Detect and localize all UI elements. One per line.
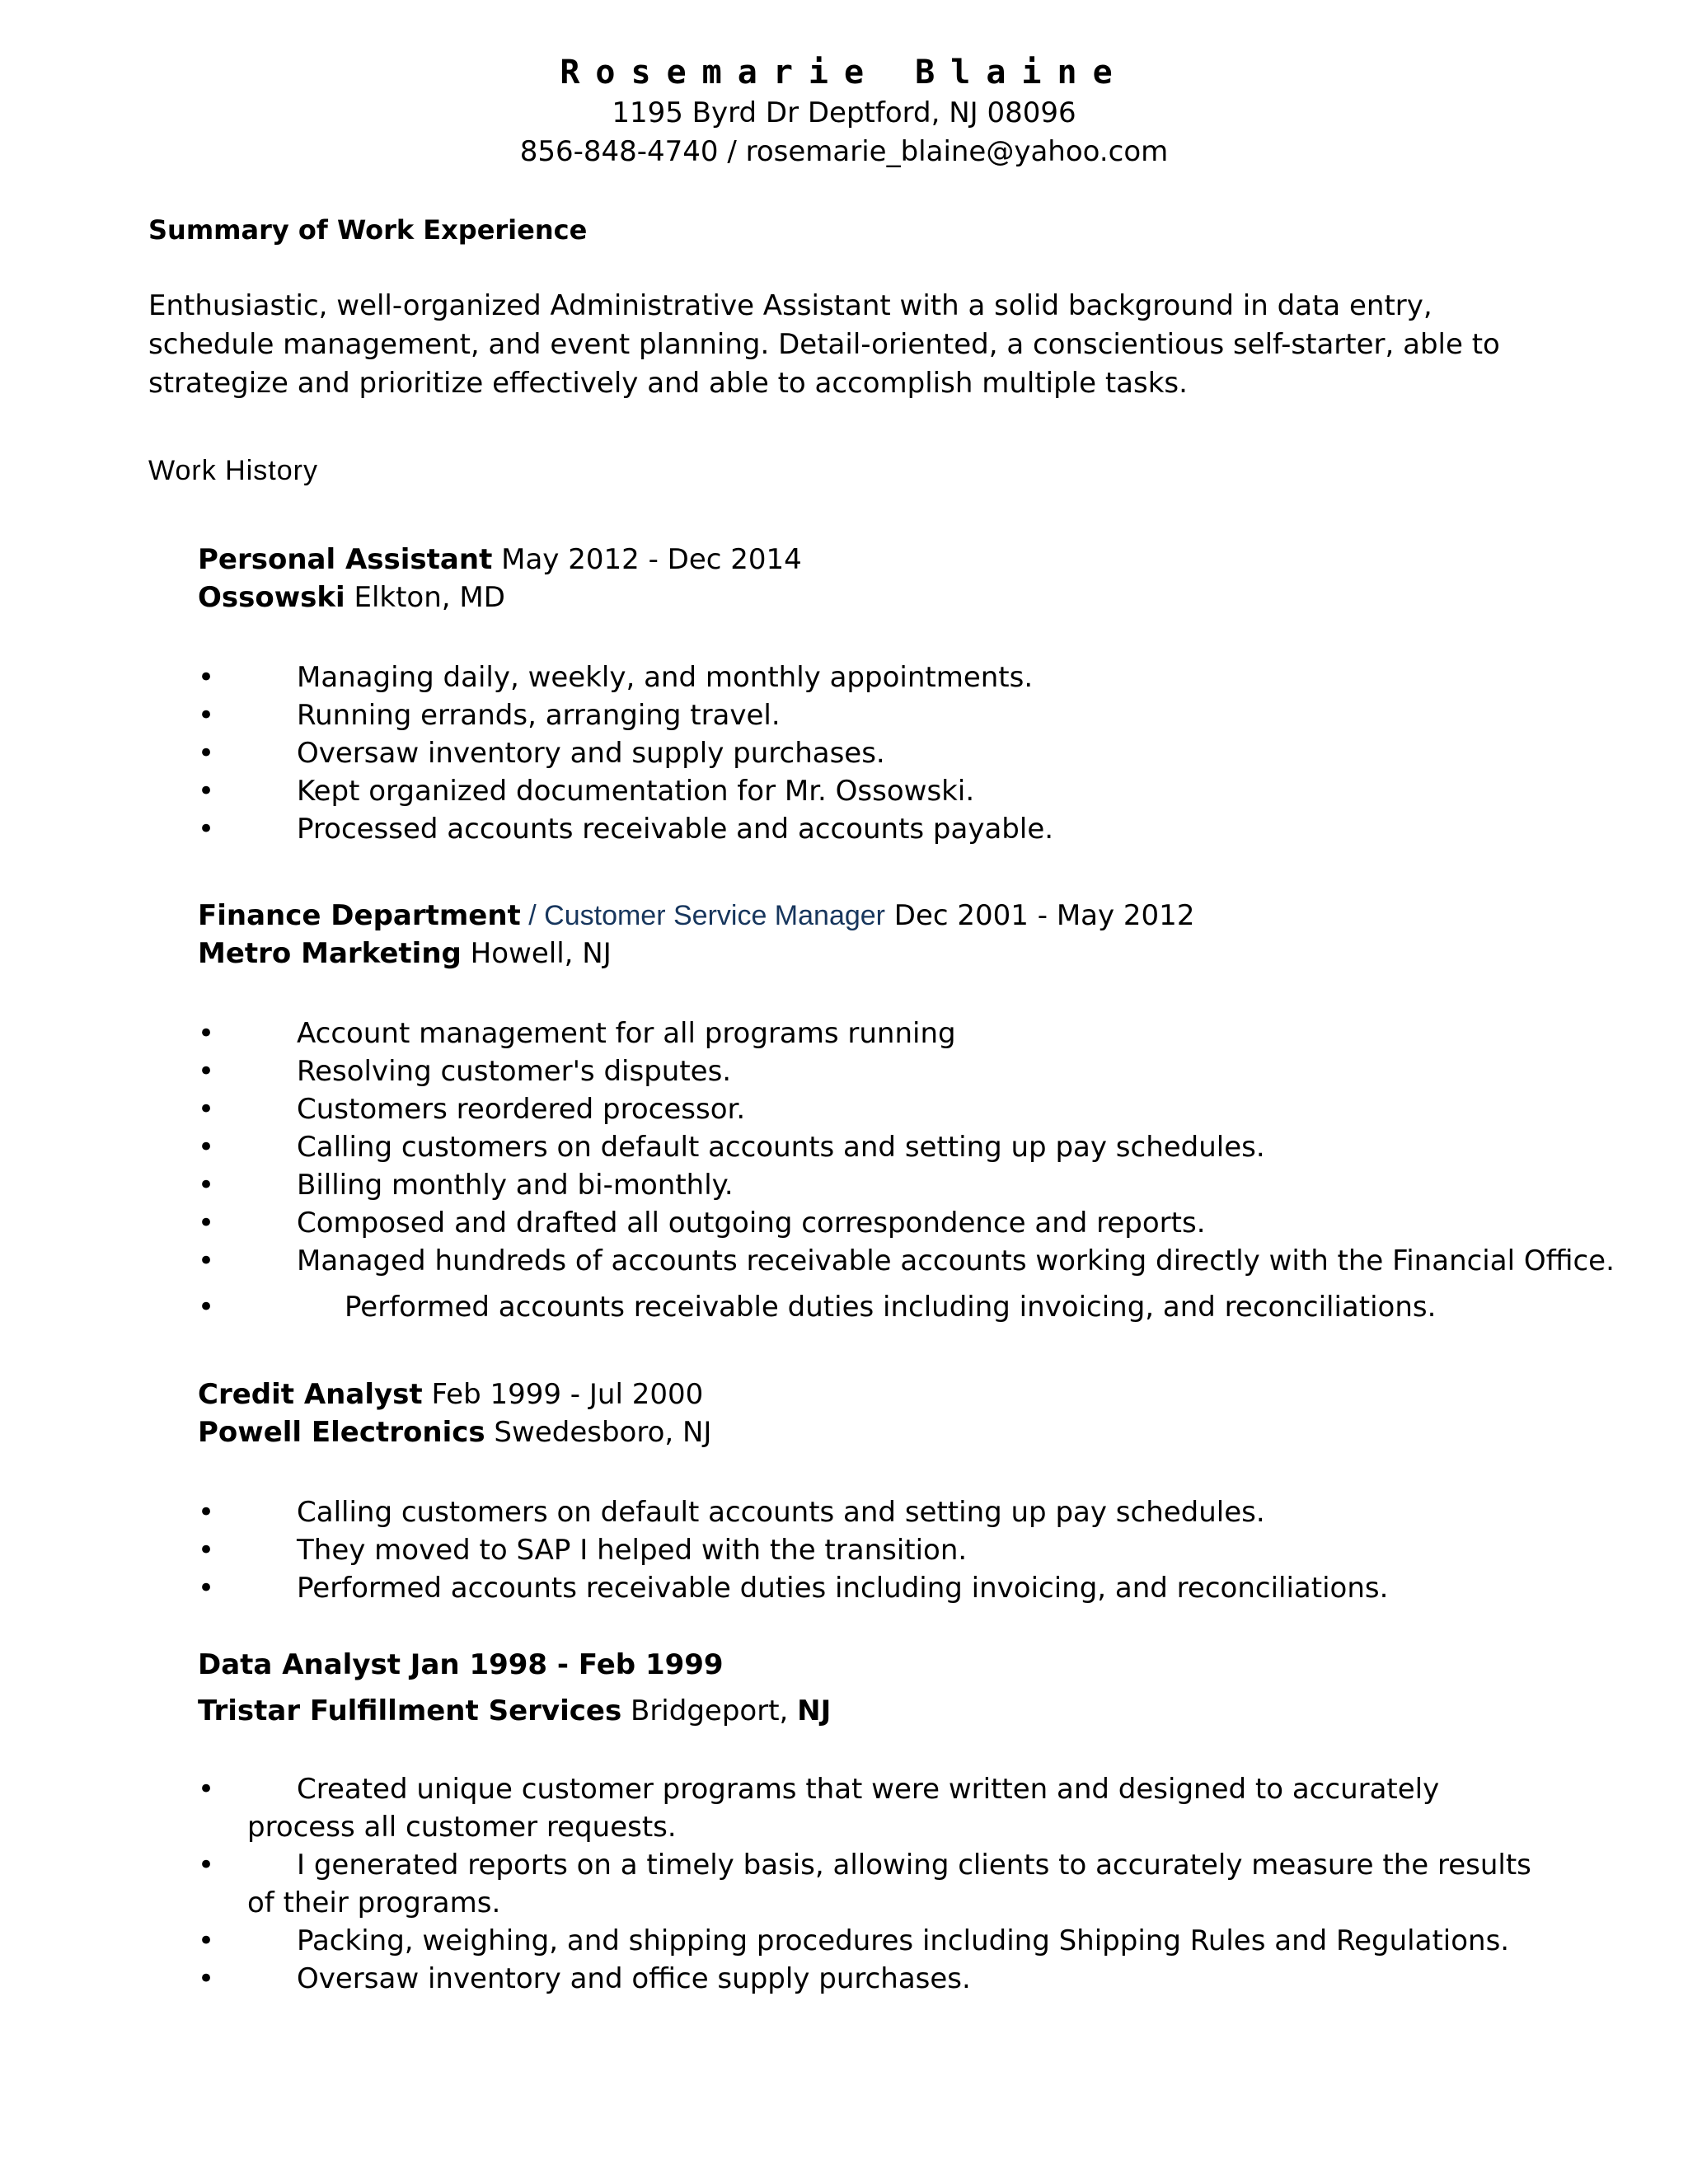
bullet-text: Calling customers on default accounts and setting up pay schedules. — [297, 1131, 1265, 1164]
list-item — [198, 772, 1533, 810]
list-item — [198, 1493, 1533, 1531]
resume-header — [0, 51, 1688, 171]
bullet-text: They moved to SAP I helped with the transition. — [297, 1534, 968, 1567]
bullet-text: Composed and drafted all outgoing correspondence and reports. — [297, 1207, 1206, 1240]
bullet-icon: • — [198, 775, 215, 808]
bullet-text: Created unique customer programs that were written and designed to accurately process all customer requests. — [247, 1773, 1440, 1844]
list-item — [198, 1242, 1615, 1280]
list-item — [198, 658, 1533, 696]
list-item — [198, 1015, 1533, 1052]
list-item — [198, 696, 1533, 734]
list-item — [198, 1960, 1533, 1998]
job-entry — [198, 541, 1550, 616]
list-item — [198, 810, 1533, 848]
job-title: Personal Assistant — [198, 543, 493, 576]
work-history-heading: Work History — [148, 455, 318, 486]
bullet-icon: • — [198, 1534, 215, 1567]
bullet-icon: • — [198, 1207, 215, 1240]
job-title-line — [198, 1646, 1550, 1684]
job-company: Metro Marketing — [198, 937, 462, 970]
bullet-icon: • — [198, 1017, 215, 1050]
bullet-text: Billing monthly and bi-monthly. — [297, 1169, 734, 1202]
bullet-icon: • — [198, 1773, 215, 1806]
job-title: Data Analyst Jan 1998 - Feb 1999 — [198, 1648, 724, 1681]
candidate-contact: 856-848-4740 / rosemarie_blaine@yahoo.com — [519, 135, 1169, 168]
bullet-text: Resolving customer's disputes. — [297, 1055, 732, 1088]
bullet-icon: • — [198, 1244, 215, 1277]
job-title-extra: / Customer Service Manager — [520, 900, 885, 931]
bullet-text: Oversaw inventory and office supply purchases. — [297, 1962, 971, 1995]
job-location-state: NJ — [797, 1694, 832, 1727]
job-location: Swedesboro, NJ — [485, 1416, 712, 1449]
bullet-icon: • — [198, 1169, 215, 1202]
list-item — [198, 1166, 1533, 1204]
job-company-line — [198, 1413, 1550, 1451]
bullet-icon: • — [198, 1572, 215, 1605]
bullet-icon: • — [198, 813, 215, 846]
job-title: Credit Analyst — [198, 1378, 423, 1411]
bullet-icon: • — [198, 1055, 215, 1088]
job-title-line — [198, 541, 1550, 579]
bullet-text: Running errands, arranging travel. — [297, 699, 781, 732]
job-title: Finance Department — [198, 899, 521, 932]
list-item — [198, 1128, 1533, 1166]
job-title-line — [198, 897, 1550, 935]
job-company: Powell Electronics — [198, 1416, 485, 1449]
job-bullet-list — [198, 1770, 1533, 1998]
bullet-text: Oversaw inventory and supply purchases. — [297, 737, 885, 770]
bullet-icon: • — [198, 661, 215, 694]
candidate-name: Rosemarie Blaine — [560, 54, 1128, 91]
bullet-icon: • — [198, 1849, 215, 1882]
list-item — [198, 1846, 1533, 1922]
job-company-line — [198, 579, 1550, 616]
job-location: Howell, NJ — [461, 937, 612, 970]
job-location: Bridgeport, — [621, 1694, 798, 1727]
bullet-icon: • — [198, 1291, 215, 1324]
bullet-icon: • — [198, 1962, 215, 1995]
job-company: Ossowski — [198, 581, 345, 614]
list-item — [198, 1569, 1533, 1607]
bullet-icon: • — [198, 1131, 215, 1164]
list-item — [198, 1204, 1533, 1242]
bullet-text: Performed accounts receivable duties including invoicing, and reconciliations. — [297, 1572, 1389, 1605]
bullet-text: Processed accounts receivable and accounts payable. — [297, 813, 1054, 846]
job-entry — [198, 897, 1550, 972]
list-item — [198, 1052, 1533, 1090]
list-item — [198, 734, 1533, 772]
job-bullet-list — [198, 1015, 1615, 1326]
job-dates: Feb 1999 - Jul 2000 — [422, 1378, 704, 1411]
job-entry — [198, 1376, 1550, 1451]
summary-text: Enthusiastic, well-organized Administrative Assistant with a solid background in data entry, schedule management, and event planning. Detail-oriented, a conscientious self-starter, able to strategize and prioritize effectively and able to accomplish multiple tasks. — [148, 289, 1500, 400]
bullet-text: Performed accounts receivable duties including invoicing, and reconciliations. — [345, 1291, 1437, 1324]
job-location: Elkton, MD — [345, 581, 505, 614]
list-item — [198, 1770, 1533, 1846]
list-item — [198, 1288, 1533, 1326]
bullet-text: Managing daily, weekly, and monthly appointments. — [297, 661, 1034, 694]
bullet-text: I generated reports on a timely basis, allowing clients to accurately measure the results of their programs. — [247, 1849, 1531, 1919]
bullet-text: Kept organized documentation for Mr. Ossowski. — [297, 775, 975, 808]
job-dates: May 2012 - Dec 2014 — [492, 543, 802, 576]
bullet-text: Calling customers on default accounts and setting up pay schedules. — [297, 1496, 1265, 1529]
bullet-text: Customers reordered processor. — [297, 1093, 746, 1126]
bullet-text: Packing, weighing, and shipping procedures including Shipping Rules and Regulations. — [297, 1924, 1510, 1957]
job-bullet-list — [198, 1493, 1533, 1607]
job-company: Tristar Fulfillment Services — [198, 1694, 622, 1727]
bullet-icon: • — [198, 1924, 215, 1957]
bullet-icon: • — [198, 737, 215, 770]
bullet-icon: • — [198, 699, 215, 732]
bullet-text: Managed hundreds of accounts receivable accounts working directly with the Financial Office. — [297, 1244, 1615, 1277]
bullet-text: Account management for all programs running — [297, 1017, 956, 1050]
job-title-line — [198, 1376, 1550, 1413]
job-company-line — [198, 935, 1550, 972]
bullet-icon: • — [198, 1093, 215, 1126]
list-item — [198, 1922, 1533, 1960]
summary-heading: Summary of Work Experience — [148, 214, 588, 246]
bullet-icon: • — [198, 1496, 215, 1529]
job-entry — [198, 1646, 1550, 1730]
job-dates: Dec 2001 - May 2012 — [885, 899, 1195, 932]
job-bullet-list — [198, 658, 1533, 848]
list-item — [198, 1090, 1533, 1128]
candidate-address: 1195 Byrd Dr Deptford, NJ 08096 — [612, 96, 1076, 129]
list-item — [198, 1531, 1533, 1569]
job-company-line — [198, 1692, 1550, 1730]
